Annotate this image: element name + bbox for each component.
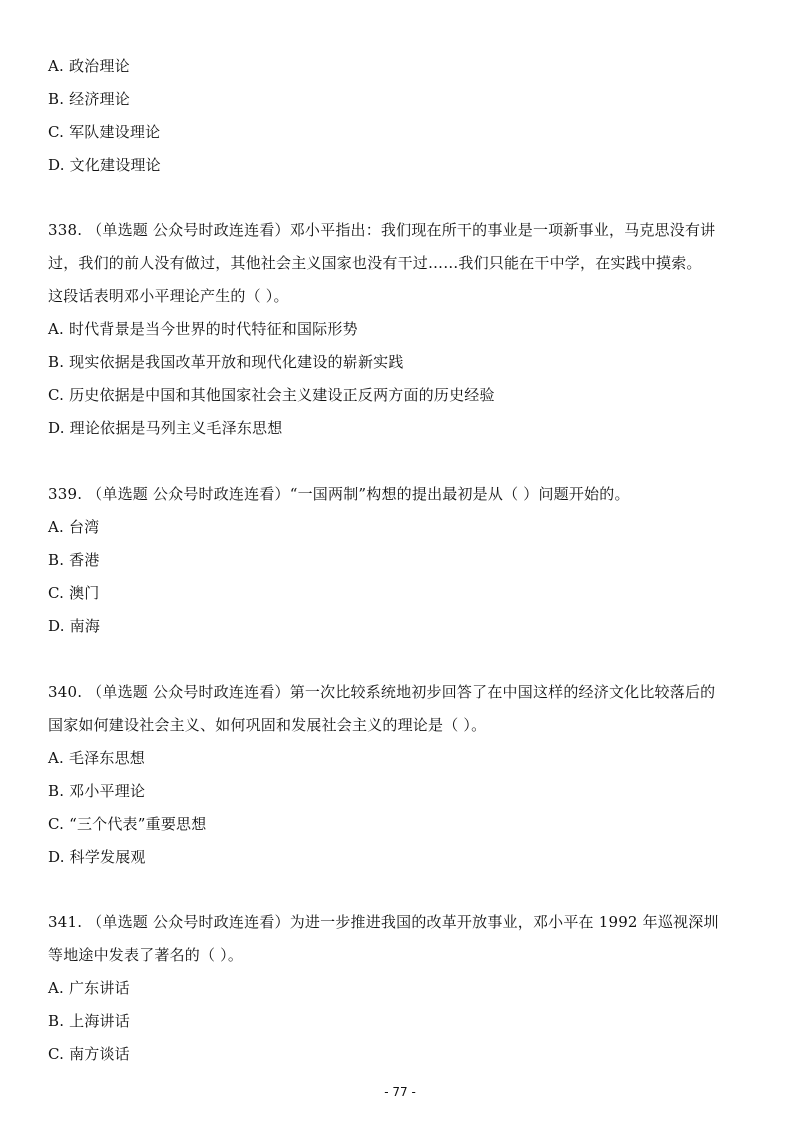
q338-option-b: B. 现实依据是我国改革开放和现代化建设的崭新实践 [48, 353, 404, 371]
q340-option-b: B. 邓小平理论 [48, 782, 146, 800]
q339-stem-line-1: 339. （单选题 公众号时政连连看）“一国两制”构想的提出最初是从（ ）问题开始的。 [48, 485, 630, 503]
q337-option-d: D. 文化建设理论 [48, 156, 161, 174]
q338-option-a: A. 时代背景是当今世界的时代特征和国际形势 [48, 320, 358, 338]
q338-stem-line-2: 过，我们的前人没有做过，其他社会主义国家也没有干过……我们只能在干中学，在实践中摸索。 [48, 254, 702, 272]
q338-option-d: D. 理论依据是马列主义毛泽东思想 [48, 419, 283, 437]
q340-stem-line-1: 340. （单选题 公众号时政连连看）第一次比较系统地初步回答了在中国这样的经济文化比较落后的 [48, 683, 716, 701]
q340-option-c: C. “三个代表”重要思想 [48, 815, 207, 833]
q340-option-a: A. 毛泽东思想 [48, 749, 145, 767]
q341-stem-line-1: 341. （单选题 公众号时政连连看）为进一步推进我国的改革开放事业，邓小平在 1992 年巡视深圳 [48, 913, 719, 931]
q340-stem-line-2: 国家如何建设社会主义、如何巩固和发展社会主义的理论是（ ）。 [48, 716, 487, 734]
q339-option-c: C. 澳门 [48, 584, 100, 602]
q337-option-c: C. 军队建设理论 [48, 123, 161, 141]
q339-option-d: D. 南海 [48, 617, 101, 635]
q337-option-a: A. 政治理论 [48, 57, 130, 75]
q341-option-a: A. 广东讲话 [48, 979, 130, 997]
q337-option-b: B. 经济理论 [48, 90, 130, 108]
q341-option-c: C. 南方谈话 [48, 1045, 130, 1063]
q341-option-b: B. 上海讲话 [48, 1012, 130, 1030]
page-number: - 77 - [384, 1085, 416, 1099]
q341-stem-line-2: 等地途中发表了著名的（ ）。 [48, 946, 244, 964]
q339-option-b: B. 香港 [48, 551, 100, 569]
q339-option-a: A. 台湾 [48, 518, 100, 536]
q340-option-d: D. 科学发展观 [48, 848, 146, 866]
q338-option-c: C. 历史依据是中国和其他国家社会主义建设正反两方面的历史经验 [48, 386, 495, 404]
q338-stem-line-3: 这段话表明邓小平理论产生的（ ）。 [48, 287, 289, 305]
q338-stem-line-1: 338. （单选题 公众号时政连连看）邓小平指出：我们现在所干的事业是一项新事业，马克思没有讲 [48, 221, 716, 239]
